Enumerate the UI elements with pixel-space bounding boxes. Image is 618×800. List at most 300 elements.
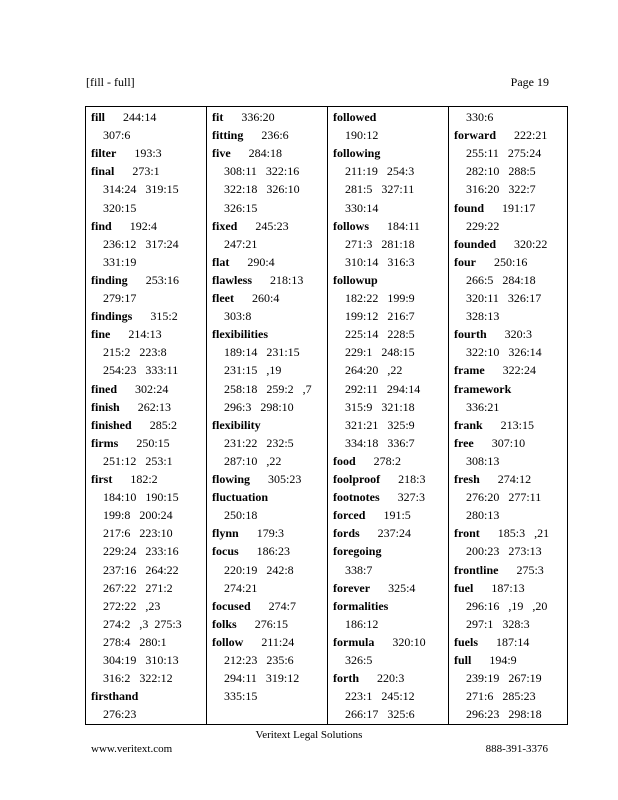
page-line-refs: 316:2 322:12 [103, 671, 173, 686]
index-line [345, 343, 415, 361]
index-line [454, 633, 529, 651]
page-line-refs: 275:3 [516, 562, 544, 577]
index-line [454, 579, 525, 597]
page-line-refs: 229:22 [466, 218, 500, 233]
index-line [224, 361, 281, 379]
index-line [212, 108, 275, 126]
page-line-refs: 229:24 233:16 [103, 544, 179, 559]
index-word: forever [333, 580, 371, 595]
index-word: free [454, 435, 474, 450]
index-line [333, 144, 380, 162]
index-line [212, 597, 296, 615]
index-word: formula [333, 634, 375, 649]
index-line [103, 488, 179, 506]
index-word: firms [91, 435, 119, 450]
index-line [103, 253, 136, 271]
page-line-refs: 336:21 [466, 399, 500, 414]
index-line [345, 235, 415, 253]
index-line [345, 253, 415, 271]
index-line [466, 217, 499, 235]
index-word: first [91, 472, 113, 486]
page-line-refs: 220:3 [377, 671, 405, 686]
index-word: flexibilities [212, 327, 268, 342]
index-word: frontline [454, 562, 499, 577]
index-line [91, 416, 177, 434]
index-line [103, 235, 179, 253]
index-word: fourth [454, 327, 487, 342]
index-line [212, 144, 282, 162]
index-line [224, 343, 300, 361]
index-word: full [454, 653, 472, 667]
index-word: fluctuation [212, 490, 269, 505]
index-line [103, 651, 179, 669]
index-line [466, 289, 541, 307]
index-word: fill [91, 110, 105, 124]
index-line [333, 524, 411, 542]
page-line-refs: 244:14 [123, 110, 157, 124]
page-line-refs: 220:19 242:8 [224, 562, 294, 577]
index-line [103, 542, 179, 560]
index-line [454, 325, 532, 343]
index-line [466, 144, 541, 162]
index-line [345, 199, 378, 217]
index-word: follow [212, 634, 244, 649]
page-line-refs: 278:2 [373, 453, 402, 468]
page-line-refs: 253:16 [145, 272, 180, 287]
page-line-refs: 237:24 [377, 526, 412, 541]
index-line [91, 434, 170, 452]
page-line-refs: 320:10 [392, 634, 426, 649]
index-line [454, 470, 531, 488]
page-line-refs: 274:7 [268, 598, 297, 613]
page-line-refs: 315:2 [150, 309, 178, 324]
page-line-refs: 307:6 [103, 128, 131, 143]
page-line-refs: 229:1 248:15 [345, 345, 415, 360]
page-line-refs: 334:18 336:7 [345, 435, 415, 450]
index-line [91, 217, 157, 235]
page-line-refs: 222:21 [514, 128, 548, 143]
index-line [345, 651, 372, 669]
index-word: fords [333, 526, 360, 541]
index-word: flynn [212, 526, 239, 541]
index-line [212, 488, 268, 506]
index-word: focus [212, 544, 239, 559]
page-line-refs: 322:18 326:10 [224, 182, 300, 197]
page-line-refs: 278:4 280:1 [103, 634, 167, 649]
page-line-refs: 264:20 ,22 [345, 363, 403, 378]
index-line [454, 434, 525, 452]
page-line-refs: 327:3 [397, 490, 426, 505]
page-line-refs: 294:11 319:12 [224, 671, 300, 686]
index-line [466, 452, 499, 470]
page-line-refs: 212:23 235:6 [224, 653, 294, 667]
index-line [454, 524, 549, 542]
index-word: finish [91, 399, 120, 414]
index-line [466, 597, 547, 615]
index-line [224, 398, 294, 416]
index-line [454, 199, 535, 217]
index-column [206, 107, 327, 724]
page-line-refs: 267:22 271:2 [103, 580, 173, 595]
page-line-refs: 315:9 321:18 [345, 399, 415, 414]
page-line-refs: 338:7 [345, 562, 373, 577]
page-line-refs: 276:20 277:11 [466, 490, 542, 505]
index-line [91, 162, 160, 180]
index-word: flexibility [212, 417, 261, 432]
index-line [91, 325, 162, 343]
index-line [224, 561, 294, 579]
index-line [466, 705, 542, 723]
index-word: following [333, 146, 381, 161]
index-line [212, 253, 275, 271]
index-line [333, 669, 404, 687]
index-line [91, 144, 162, 162]
page-line-refs: 271:6 285:23 [466, 689, 536, 704]
index-word: forth [333, 671, 359, 686]
page-line-refs: 322:24 [502, 363, 536, 378]
page-range-header: [fill - full] [86, 75, 135, 89]
index-line [345, 398, 415, 416]
page-line-refs: 186:23 [256, 544, 291, 559]
page-line-refs: 184:10 190:15 [103, 490, 179, 505]
page-line-refs: 231:15 ,19 [224, 363, 282, 378]
index-word: forced [333, 508, 366, 523]
index-word: filter [91, 146, 117, 161]
page-line-refs: 200:23 273:13 [466, 544, 542, 559]
page-line-refs: 335:15 [224, 689, 258, 704]
index-word: finding [91, 272, 128, 287]
index-line [224, 434, 294, 452]
index-word: front [454, 526, 480, 541]
index-word: four [454, 254, 476, 269]
index-line [333, 506, 411, 524]
index-line [212, 542, 290, 560]
page-line-refs: 211:19 254:3 [345, 164, 415, 179]
page-number: Page 19 [510, 75, 549, 89]
page-line-refs: 236:12 317:24 [103, 236, 179, 251]
index-line [345, 416, 415, 434]
page-line-refs: 193:3 [134, 146, 162, 161]
page-line-refs: 320:22 [514, 236, 548, 251]
page-line-refs: 250:18 [224, 508, 258, 523]
index-line [103, 199, 136, 217]
page-line-refs: 190:12 [345, 128, 379, 143]
index-line [212, 633, 294, 651]
index-word: final [91, 164, 115, 179]
page-line-refs: 316:20 322:7 [466, 182, 536, 197]
page-line-refs: 328:13 [466, 309, 500, 324]
index-word: flowing [212, 472, 251, 486]
page-line-refs: 191:17 [502, 200, 536, 215]
page-line-refs: 274:2 ,3 275:3 [103, 616, 182, 631]
index-word: forward [454, 128, 496, 143]
index-word: found [454, 200, 485, 215]
page-line-refs: 285:2 [149, 417, 178, 432]
page-line-refs: 214:13 [128, 327, 162, 342]
index-word: firsthand [91, 689, 139, 704]
index-line [212, 271, 303, 289]
index-line [466, 307, 499, 325]
page-line-refs: 251:12 253:1 [103, 453, 173, 468]
page-line-refs: 276:23 [103, 707, 137, 722]
index-line [466, 615, 530, 633]
page-line-refs: 274:12 [497, 472, 532, 486]
page-line-refs: 239:19 267:19 [466, 671, 542, 686]
index-line [454, 253, 527, 271]
index-line [345, 615, 378, 633]
index-line [454, 651, 517, 669]
page-line-refs: 330:14 [345, 200, 379, 215]
page-line-refs: 185:3 ,21 [497, 526, 550, 541]
index-line [212, 217, 289, 235]
page-line-refs: 191:5 [383, 508, 411, 523]
page-line-refs: 258:18 259:2 ,7 [224, 381, 312, 396]
page-line-refs: 250:15 [136, 435, 170, 450]
index-line [103, 615, 182, 633]
index-line [103, 597, 160, 615]
index-line [345, 126, 378, 144]
index-line [333, 488, 425, 506]
index-line [224, 687, 257, 705]
page-line-refs: 237:16 264:22 [103, 562, 179, 577]
index-word: focused [212, 598, 251, 613]
page-line-refs: 330:6 [466, 110, 494, 124]
page-line-refs: 250:16 [494, 254, 528, 269]
page-line-refs: 189:14 231:15 [224, 345, 300, 360]
index-line [91, 108, 156, 126]
page-line-refs: 276:15 [254, 616, 289, 631]
index-line [466, 108, 493, 126]
index-line [91, 398, 171, 416]
index-word: find [91, 218, 112, 233]
page-line-refs: 325:4 [388, 580, 416, 595]
page-line-refs: 308:13 [466, 453, 500, 468]
page-line-refs: 296:23 298:18 [466, 707, 542, 722]
index-line [212, 126, 289, 144]
index-line [103, 561, 179, 579]
page-line-refs: 305:23 [268, 472, 302, 486]
page-line-refs: 287:10 ,22 [224, 453, 282, 468]
page-line-refs: 282:10 288:5 [466, 164, 536, 179]
page-line-refs: 320:3 [504, 327, 533, 342]
page-line-refs: 296:16 ,19 ,20 [466, 598, 548, 613]
page-line-refs: 274:21 [224, 580, 258, 595]
page-line-refs: 280:13 [466, 508, 500, 523]
index-word: frank [454, 417, 483, 432]
index-line [212, 416, 261, 434]
index-line [333, 452, 401, 470]
index-column [327, 107, 448, 724]
index-line [333, 633, 426, 651]
index-line [333, 579, 415, 597]
index-line [333, 217, 420, 235]
page-line-refs: 182:22 199:9 [345, 291, 415, 305]
page-line-refs: 326:15 [224, 200, 258, 215]
index-line [454, 235, 547, 253]
page-line-refs: 272:22 ,23 [103, 598, 161, 613]
page-line-refs: 215:2 223:8 [103, 345, 167, 360]
page-line-refs: 245:23 [255, 218, 289, 233]
index-word: foolproof [333, 472, 381, 486]
index-line [103, 579, 173, 597]
page-line-refs: 217:6 223:10 [103, 526, 173, 541]
index-line [212, 325, 268, 343]
index-line [454, 126, 547, 144]
page-line-refs: 218:13 [270, 272, 304, 287]
word-index-table [85, 106, 568, 725]
page-line-refs: 321:21 325:9 [345, 417, 415, 432]
index-line [466, 343, 542, 361]
index-line [224, 669, 299, 687]
page-line-refs: 187:14 [496, 634, 530, 649]
index-line [454, 416, 534, 434]
index-word: fitting [212, 128, 244, 143]
index-word: fit [212, 110, 224, 124]
page-line-refs: 211:24 [261, 634, 295, 649]
index-line [103, 126, 130, 144]
page-line-refs: 223:1 245:12 [345, 689, 415, 704]
index-line [345, 162, 414, 180]
index-line [103, 289, 136, 307]
index-word: findings [91, 309, 133, 324]
index-line [91, 307, 178, 325]
index-line [466, 669, 542, 687]
index-line [333, 470, 425, 488]
page-line-refs: 194:9 [489, 653, 517, 667]
index-line [333, 542, 381, 560]
index-word: fined [91, 381, 118, 396]
page-line-refs: 186:12 [345, 616, 379, 631]
index-line [345, 705, 415, 723]
page-line-refs: 182:2 [130, 472, 158, 486]
index-line [345, 687, 415, 705]
page-line-refs: 187:13 [491, 580, 525, 595]
index-word: food [333, 453, 356, 468]
page-line-refs: 254:23 333:11 [103, 363, 179, 378]
index-line [333, 108, 376, 126]
index-word: framework [454, 381, 512, 396]
index-line [212, 524, 284, 542]
page-line-refs: 292:11 294:14 [345, 381, 421, 396]
page-line-refs: 192:4 [129, 218, 158, 233]
index-line [466, 271, 536, 289]
index-line [224, 235, 257, 253]
footer-phone: 888-391-3376 [485, 743, 548, 755]
index-line [91, 271, 179, 289]
index-word: footnotes [333, 490, 380, 505]
index-line [333, 597, 388, 615]
page-line-refs: 336:20 [241, 110, 275, 124]
index-line [103, 361, 178, 379]
index-line [103, 705, 136, 723]
page-line-refs: 290:4 [247, 254, 275, 269]
index-word: followed [333, 110, 377, 124]
page-line-refs: 314:24 319:15 [103, 182, 179, 197]
index-line [466, 488, 541, 506]
index-line [224, 180, 300, 198]
page-line-refs: 284:18 [248, 146, 282, 161]
index-line [345, 289, 415, 307]
footer-website: www.veritext.com [91, 743, 173, 755]
index-line [454, 380, 511, 398]
index-line [212, 470, 301, 488]
index-word: fresh [454, 472, 480, 486]
index-line [212, 289, 279, 307]
index-word: fuel [454, 580, 474, 595]
index-line [345, 361, 402, 379]
page-line-refs: 266:17 325:6 [345, 707, 415, 722]
page-line-refs: 320:11 326:17 [466, 291, 542, 305]
index-word: flawless [212, 272, 252, 287]
page-line-refs: 218:3 [398, 472, 426, 486]
index-line [103, 343, 167, 361]
page-line-refs: 308:11 322:16 [224, 164, 300, 179]
index-word: founded [454, 236, 497, 251]
index-line [333, 271, 378, 289]
page-line-refs: 236:6 [261, 128, 289, 143]
page-line-refs: 266:5 284:18 [466, 272, 536, 287]
page-line-refs: 199:12 216:7 [345, 309, 415, 324]
index-word: folks [212, 616, 237, 631]
index-line [103, 452, 173, 470]
page-line-refs: 296:3 298:10 [224, 399, 294, 414]
index-line [345, 380, 420, 398]
index-word: follows [333, 218, 369, 233]
index-line [466, 162, 536, 180]
index-line [345, 325, 415, 343]
page-line-refs: 303:8 [224, 309, 252, 324]
page-line-refs: 231:22 232:5 [224, 435, 294, 450]
page-line-refs: 279:17 [103, 291, 137, 305]
index-line [103, 669, 173, 687]
page-line-refs: 302:24 [135, 381, 169, 396]
index-line [345, 180, 414, 198]
index-line [91, 687, 138, 705]
index-line [466, 506, 499, 524]
page-line-refs: 320:15 [103, 200, 137, 215]
index-line [224, 579, 257, 597]
index-word: fleet [212, 291, 234, 305]
index-line [466, 542, 542, 560]
index-word: frame [454, 363, 485, 378]
page-line-refs: 271:3 281:18 [345, 236, 415, 251]
index-line [224, 452, 281, 470]
index-word: five [212, 146, 231, 161]
index-line [224, 199, 257, 217]
index-word: foregoing [333, 544, 382, 559]
page-line-refs: 304:19 310:13 [103, 653, 179, 667]
index-line [345, 561, 372, 579]
index-line [103, 524, 173, 542]
index-line [224, 307, 251, 325]
page-line-refs: 281:5 327:11 [345, 182, 415, 197]
index-line [224, 651, 294, 669]
index-column [448, 107, 569, 724]
index-line [103, 506, 173, 524]
page-line-refs: 184:11 [387, 218, 420, 233]
index-line [91, 380, 168, 398]
index-line [212, 615, 288, 633]
page-line-refs: 307:10 [491, 435, 526, 450]
index-word: followup [333, 272, 378, 287]
page-line-refs: 326:5 [345, 653, 373, 667]
page-line-refs: 322:10 326:14 [466, 345, 542, 360]
index-line [454, 561, 544, 579]
page-line-refs: 255:11 275:24 [466, 146, 542, 161]
index-line [454, 361, 536, 379]
index-line [103, 633, 167, 651]
index-line [224, 162, 299, 180]
